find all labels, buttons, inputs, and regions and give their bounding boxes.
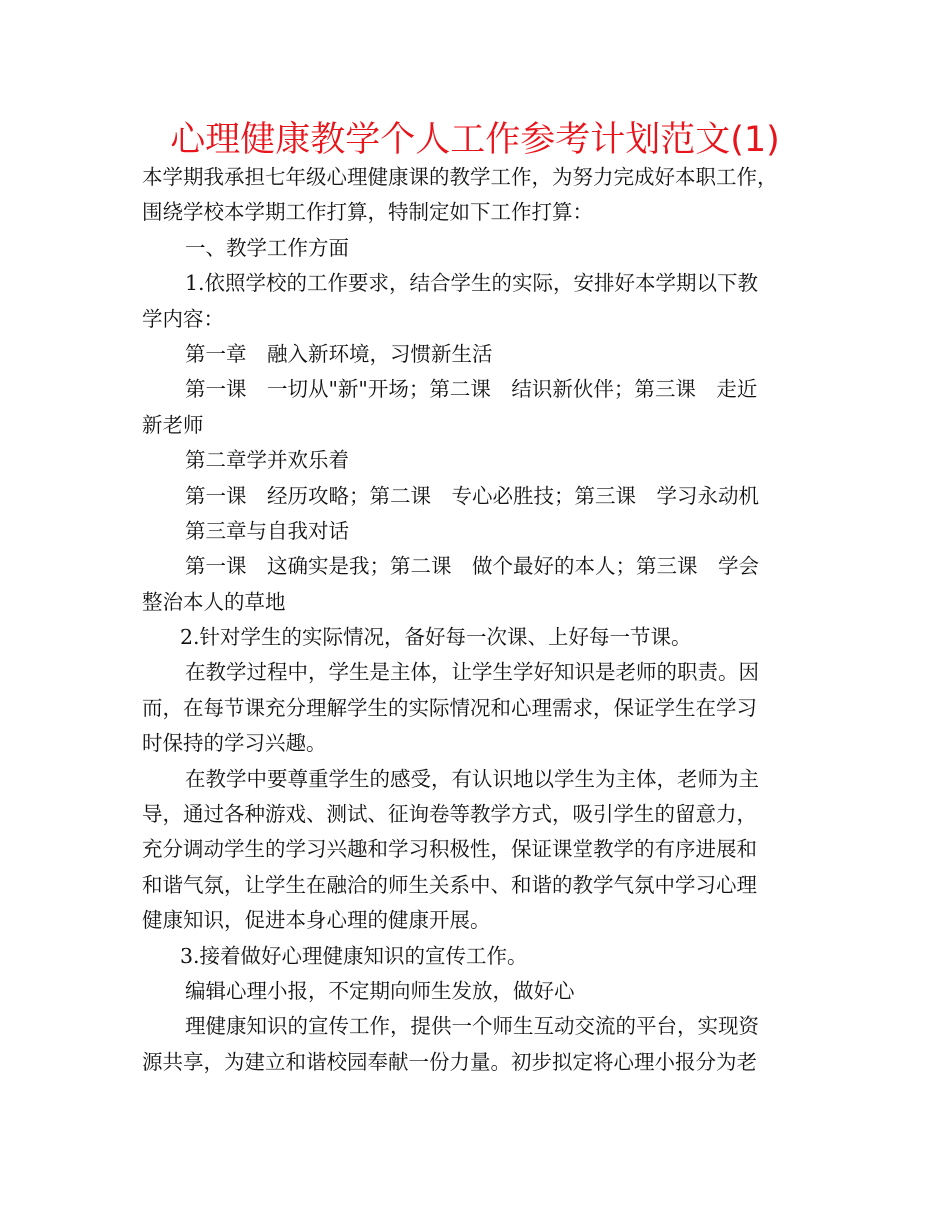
paragraph-line: 整治本人的草地 bbox=[142, 589, 286, 614]
chapter-heading: 第三章与自我对话 bbox=[185, 518, 349, 543]
paragraph-line: 源共享，为建立和谐校园奉献一份力量。初步拟定将心理小报分为老 bbox=[142, 1049, 757, 1074]
paragraph-line: 而，在每节课充分理解学生的实际情况和心理需求，保证学生在学习 bbox=[142, 695, 757, 720]
paragraph-line: 导，通过各种游戏、测试、征询卷等教学方式，吸引学生的留意力， bbox=[142, 802, 757, 827]
paragraph-line: 理健康知识的宣传工作，提供一个师生互动交流的平台，实现资 bbox=[185, 1014, 759, 1039]
document-title: 心理健康教学个人工作参考计划范文(1) bbox=[170, 120, 780, 160]
paragraph-line: 第一课 一切从"新"开场；第二课 结识新伙伴；第三课 走近 bbox=[185, 377, 758, 402]
paragraph-line: 健康知识，促进本身心理的健康开展。 bbox=[142, 908, 491, 933]
paragraph-line: 第一课 这确实是我；第二课 做个最好的本人；第三课 学会 bbox=[185, 554, 759, 579]
section-heading: 一、教学工作方面 bbox=[185, 235, 349, 260]
paragraph-line: 2.针对学生的实际情况，备好每一次课、上好每一节课。 bbox=[180, 625, 692, 650]
paragraph-line: 学内容： bbox=[142, 306, 224, 331]
paragraph-line: 编辑心理小报，不定期向师生发放，做好心 bbox=[185, 978, 575, 1003]
chapter-heading: 第一章 融入新环境，习惯新生活 bbox=[185, 341, 493, 366]
paragraph-line: 和谐气氛，让学生在融洽的师生关系中、和谐的教学气氛中学习心理 bbox=[142, 872, 757, 897]
paragraph-line: 时保持的学习兴趣。 bbox=[142, 731, 327, 756]
paragraph-line: 在教学中要尊重学生的感受，有认识地以学生为主体，老师为主 bbox=[185, 766, 759, 791]
paragraph-line: 新老师 bbox=[142, 412, 204, 437]
paragraph-line: 在教学过程中，学生是主体，让学生学好知识是老师的职责。因 bbox=[185, 660, 759, 685]
document-body bbox=[142, 160, 810, 1080]
chapter-heading: 第二章学并欢乐着 bbox=[185, 448, 349, 473]
paragraph-line: 本学期我承担七年级心理健康课的教学工作，为努力完成好本职工作， bbox=[142, 165, 778, 189]
paragraph-line: 充分调动学生的学习兴趣和学习积极性，保证课堂教学的有序进展和 bbox=[142, 837, 757, 862]
paragraph-line: 3.接着做好心理健康知识的宣传工作。 bbox=[180, 943, 528, 968]
paragraph-line: 围绕学校本学期工作打算，特制定如下工作打算： bbox=[142, 200, 593, 225]
paragraph-line: 第一课 经历攻略；第二课 专心必胜技；第三课 学习永动机 bbox=[185, 483, 759, 508]
paragraph-line: 1.依照学校的工作要求，结合学生的实际，安排好本学期以下教 bbox=[185, 271, 759, 296]
